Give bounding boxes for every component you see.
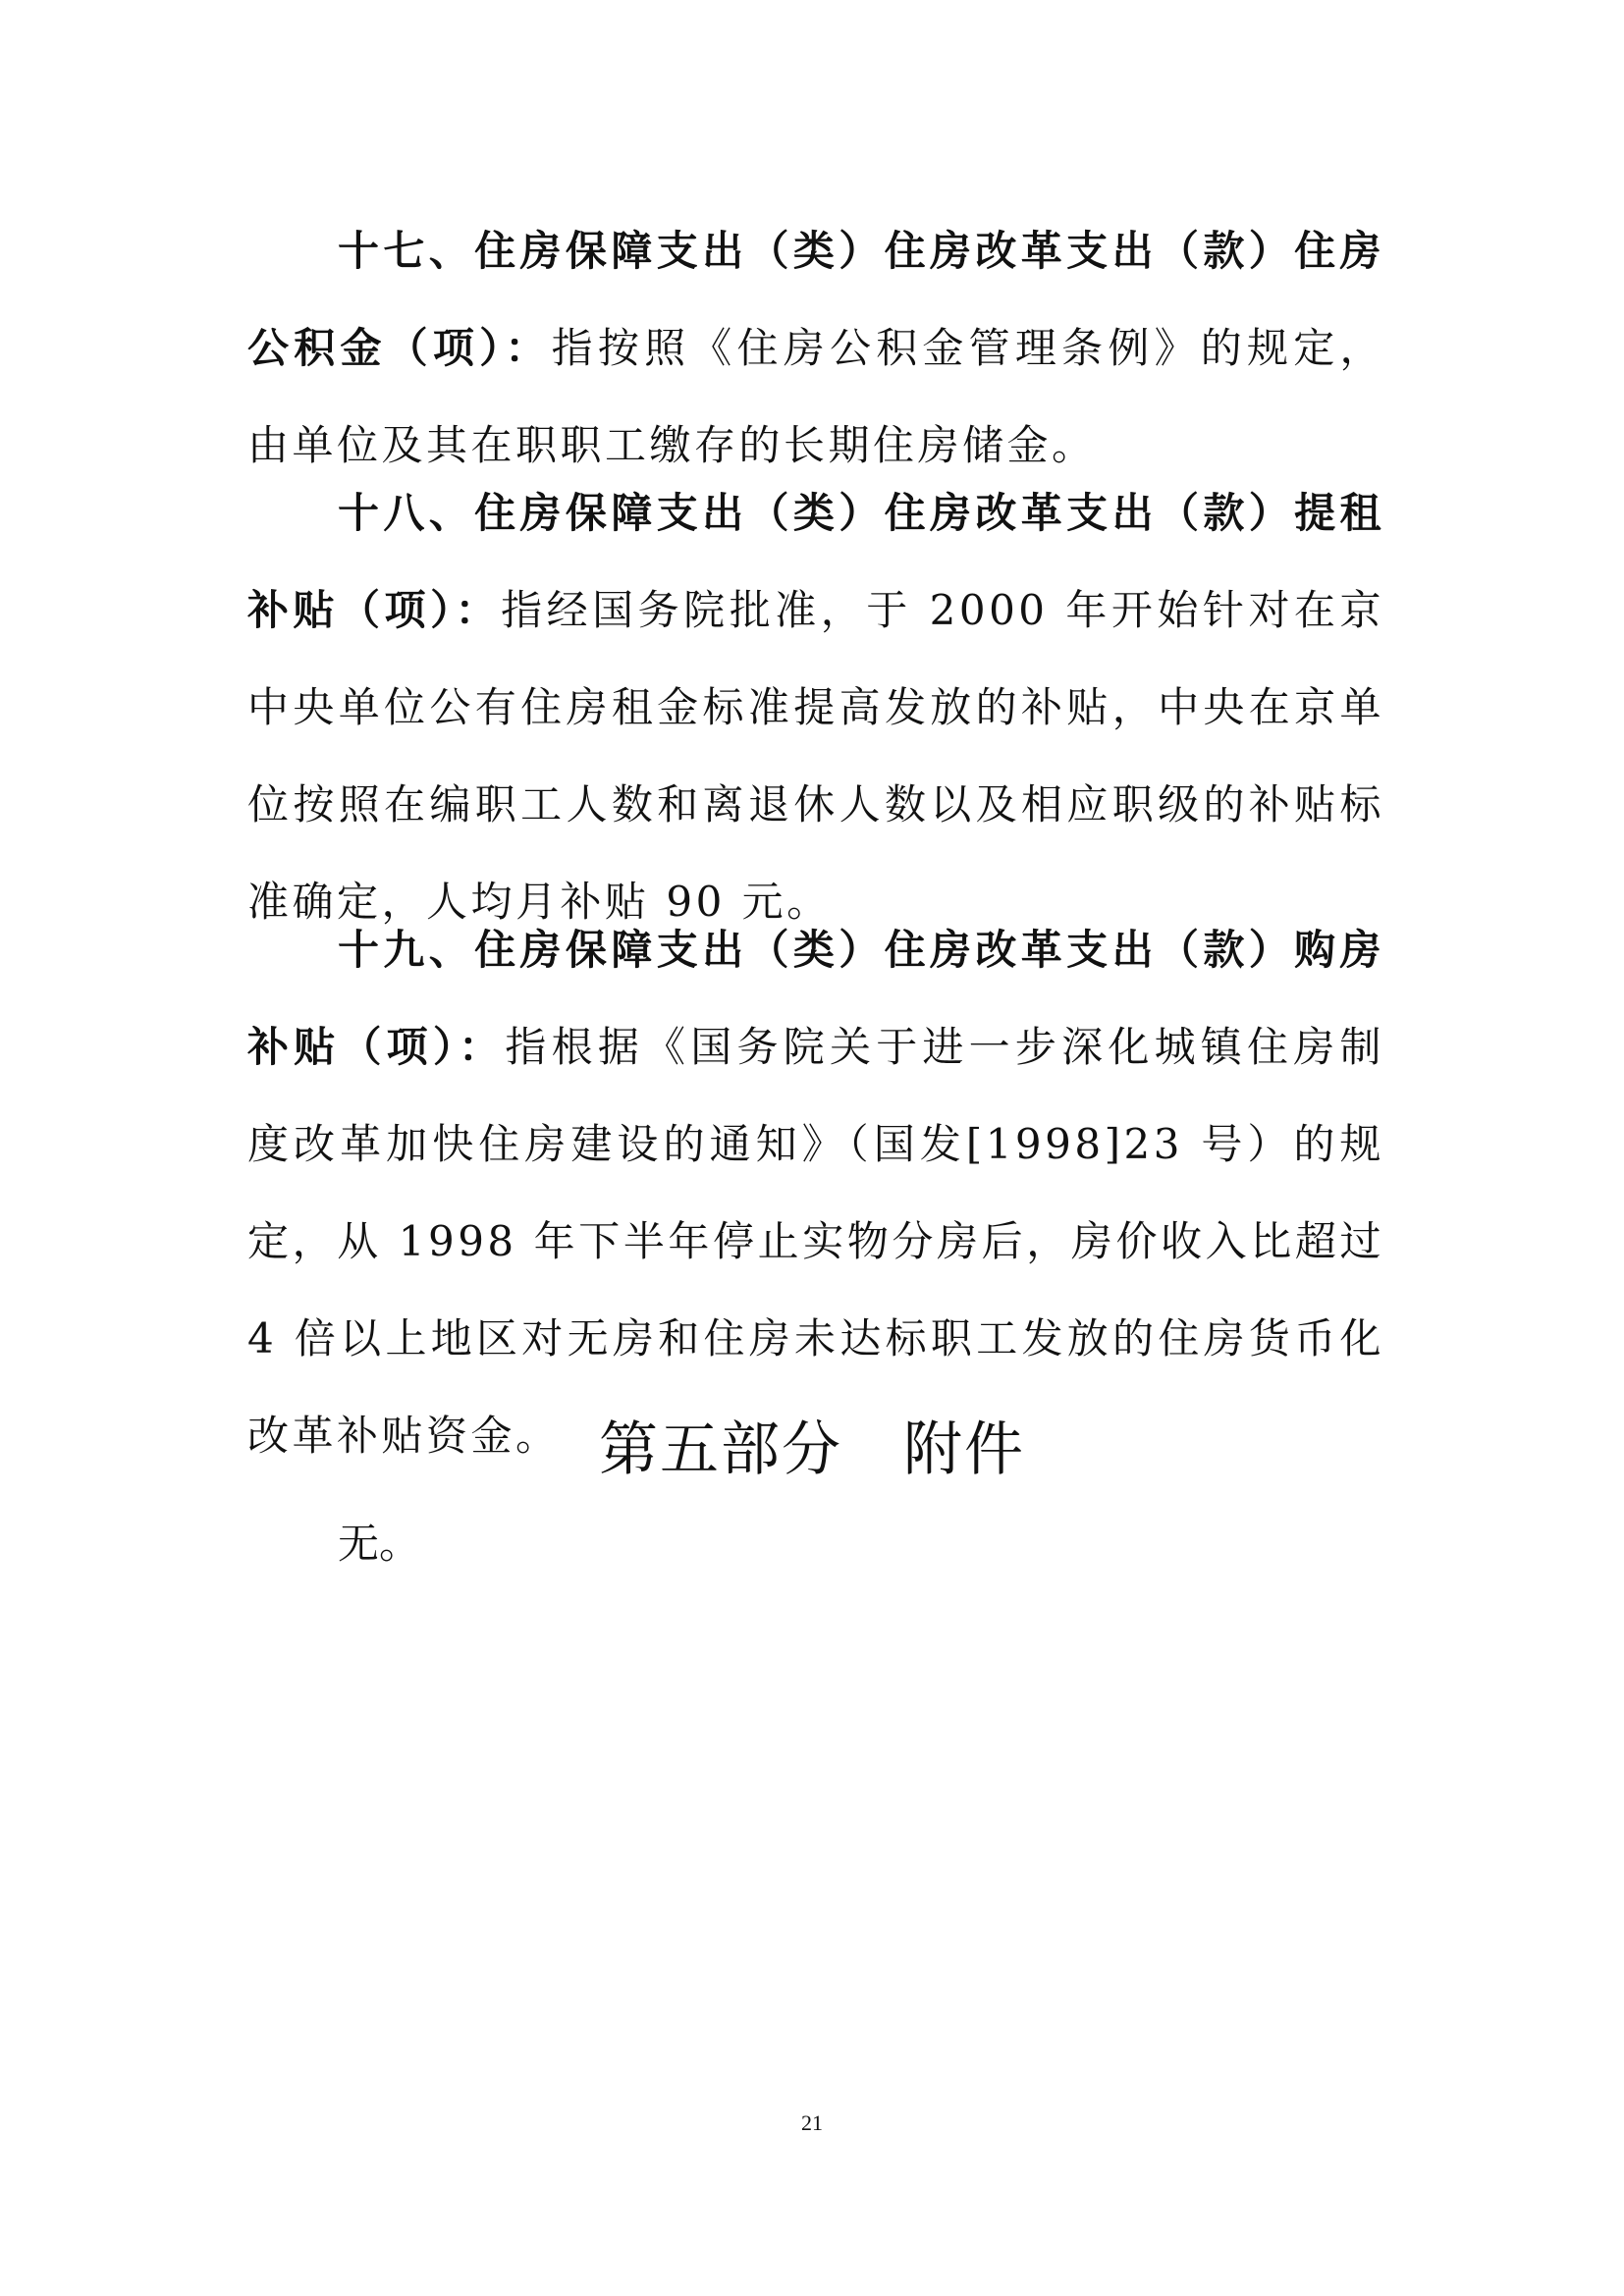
item-18-text: 指经国务院批准，于 2000 年开始针对在京中央单位公有住房租金标准提高发放的补贴，中央在京单位按照在编职工人数和离退休人数以及相应职级的补贴标准确定，人均月补贴 90 元。 [247, 586, 1384, 926]
paragraph-item-17 [247, 202, 1384, 494]
section-title: 第五部分 附件 [599, 1415, 1025, 1484]
page-number: 21 [801, 2110, 823, 2135]
paragraph-item-19 [247, 901, 1384, 1484]
item-19-text: 指根据《国务院关于进一步深化城镇住房制度改革加快住房建设的通知》（国发[1998]23 号）的规定，从 1998 年下半年停止实物分房后，房价收入比超过 4 倍以上地区对无房和住房未达标职工发放的住房货币化改革补贴资金。 [247, 1023, 1384, 1460]
item-19-heading: 十九、住房保障支出（类）住房改革支出（款）购房补贴（项）： [247, 926, 1384, 1071]
item-17-heading: 十七、住房保障支出（类）住房改革支出（款）住房公积金（项）： [247, 227, 1384, 372]
item-17-text: 指按照《住房公积金管理条例》的规定，由单位及其在职职工缴存的长期住房储金。 [247, 324, 1384, 469]
paragraph-item-18 [247, 464, 1384, 950]
item-18-heading: 十八、住房保障支出（类）住房改革支出（款）提租补贴（项）： [247, 489, 1384, 634]
section-body: 无。 [338, 1520, 421, 1568]
